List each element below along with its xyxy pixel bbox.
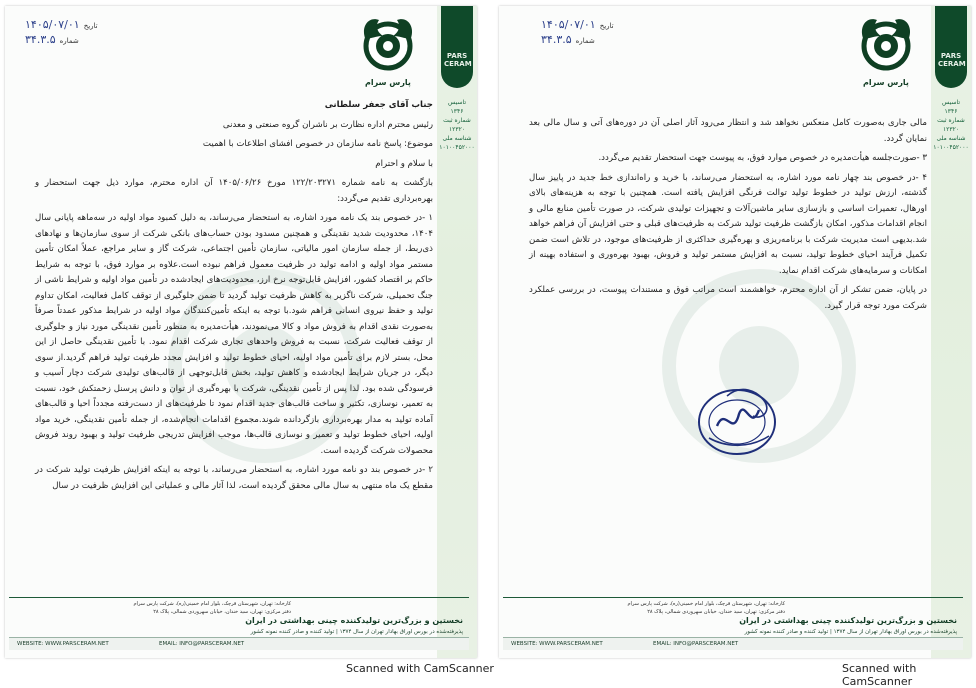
letter-body: [35, 98, 433, 498]
paragraph-2: ۲ -در خصوص بند دو نامه مورد اشاره، به استحضار می‌رساند، با توجه به اینکه افزایش ظرفیت تولید شرکت در مقطع یک ماه منتهی به سال مالی محقق گردیده است، لذا آثار مالی و عملیاتی این افزایش ظرفیت در سال: [35, 465, 433, 491]
paragraph-3: ۳ -صورت‌جلسه هیأت‌مدیره در خصوص موارد فوق، به پیوست جهت استحضار تقدیم می‌گردد.: [598, 153, 927, 163]
letter-footer: [503, 597, 963, 650]
letter-number: ۳۴.۳.۵: [541, 33, 572, 46]
footer-note: پذیرفته‌شده در بورس اوراق بهادار تهران از سال ۱۳۷۴ | تولید کننده و صادر کننده نمونه کشور: [250, 629, 463, 635]
footer-addresses: کارخانه: تهران، شهرستان قرچک، بلوار امام خمینی(ره)، شرکت پارس سرام دفتر مرکزی: تهران، سید خندان، خیابان سهروردی شمالی، پلاک ۲۸: [133, 601, 291, 615]
brand-name: پارس سرام: [365, 78, 411, 87]
brand-name: پارس سرام: [863, 78, 909, 87]
letter-date: ۱۴۰۵/۰۷/۰۱: [541, 18, 596, 31]
intro-paragraph: بازگشت به نامه شماره ۱۲۲/۲۰۳۲۷۱ مورخ ۱۴۰۵/۰۶/۲۶ آن اداره محترم، موارد ذیل جهت استحضار و بهره‌برداری تقدیم می‌گردد:: [35, 178, 433, 204]
letter-number: ۳۴.۳.۵: [25, 33, 56, 46]
letter-date-number: [25, 18, 98, 48]
brand-strip-top: [441, 6, 473, 88]
greeting: با سلام و احترام: [375, 158, 433, 169]
continuation-paragraph: مالی جاری به‌صورت کامل منعکس نخواهد شد و انتظار می‌رود آثار اصلی آن در دوره‌های آتی و سال مالی بعد نمایان گردد.: [529, 118, 927, 144]
footer-slogan: نخستین و بزرگ‌ترین تولیدکننده چینی بهداشتی در ایران: [245, 616, 463, 625]
footer-note: پذیرفته‌شده در بورس اوراق بهادار تهران از سال ۱۳۷۴ | تولید کننده و صادر کننده نمونه کشور: [744, 629, 957, 635]
footer-contact-bar: [9, 637, 469, 650]
footer-website[interactable]: WEBSITE: WWW.PARSCERAM.NET: [511, 641, 603, 647]
scanner-watermark: Scanned with CamScanner: [842, 662, 917, 688]
recipient-name: جناب آقای جعفر سلطانی: [324, 100, 433, 110]
footer-website[interactable]: WEBSITE: WWW.PARSCERAM.NET: [17, 641, 109, 647]
letter-page-1: [5, 6, 477, 658]
paragraph-4: ۴ -در خصوص بند چهار نامه مورد اشاره، به استحضار می‌رساند، با خرید و راه‌اندازی خط جدید در پاییز سال گذشته، ارزش تولید در خطوط تولید توالت فرنگی افزایش یافته است. همچنین با توجه به هزینه‌های بالای اورهال، تعمیرات اساسی و بازسازی سایر ماشین‌آلات و تجهیزات تولیدی شرکت، در صورت تأمین منابع مالی و انجام اقدامات مذکور، امکان بازگشت ظرفیت تولید شرکت به ظرفیت‌های قبلی و حتی افزایش آن فراهم خواهد شد.بدیهی است مدیریت شرکت با برنامه‌ریزی و بهره‌گیری حداکثری از ظرفیت‌های موجود، در تلاش است ضمن تکمیل فرآیند احیای خطوط تولید، نسبت به افزایش مستمر تولید و فروش، بهبود بهره‌وری و استفاده بهینه از امکانات و سرمایه‌های شرکت اقدام نماید.: [529, 172, 927, 276]
footer-email[interactable]: EMAIL: INFO@PARSCERAM.NET: [159, 641, 245, 647]
closing-paragraph: در پایان، ضمن تشکر از آن اداره محترم، خواهشمند است مراتب فوق و مستندات پیوست، در بررسی عملکرد شرکت مورد توجه قرار گیرد.: [529, 285, 927, 311]
strip-logo-text: PARS CERAM: [938, 52, 966, 68]
footer-slogan: نخستین و بزرگ‌ترین تولیدکننده چینی بهداشتی در ایران: [739, 616, 957, 625]
paragraph-1: ۱ -در خصوص بند یک نامه مورد اشاره، به استحضار می‌رساند، به دلیل کمبود مواد اولیه در سه‌ماهه پایانی سال ۱۴۰۴، محدودیت شدید نقدینگی و همچنین مسدود بودن حساب‌های بانکی شرکت از سوی سازمان‌ها و نهادهای ذی‌ربط، از جمله سازمان امور مالیاتی، سازمان تأمین اجتماعی، شرکت گاز و سایر مراجع، عملاً امکان تأمین مستمر مواد اولیه و ادامه تولید در ظرفیت معمول فراهم نبوده است.علاوه بر موارد فوق، با توجه به شرایط حاکم بر اقتصاد کشور، افزایش قابل‌توجه نرخ ارز، محدودیت‌های ایجادشده در تأمین مواد اولیه و شرایط ناشی از جنگ تحمیلی، شرکت ناگزیر به کاهش ظرفیت تولید گردید تا ضمن جلوگیری از توقف کامل فعالیت، امکان تداوم تولید و حفظ نیروی انسانی فراهم شود.با توجه به اینکه تأمین‌کنندگان مواد اولیه در شرایط مذکور عمدتاً صرفاً به‌صورت نقدی اقدام به فروش مواد و کالا می‌نمودند، هیأت‌مدیره به منظور تأمین نقدینگی مورد نیاز و جلوگیری از توقف فعالیت شرکت، نسبت به فروش واحدهای تجاری شرکت اقدام نمود. با تأمین نقدینگی حاصل از این محل، بستر لازم برای تأمین مواد اولیه، احیای خطوط تولید و افزایش مجدد ظرفیت تولید فراهم گردید.از سوی دیگر، در جریان شرایط ایجادشده و کاهش تولید، بخش قابل‌توجهی از قالب‌های تولیدی شرکت دچار آسیب و فرسودگی شده بود. لذا پس از تأمین نقدینگی، شرکت با بهره‌گیری از توان و دانش پرسنل زحمتکش خود، نسبت به تعمیر، نوسازی، تکثیر و ساخت قالب‌های جدید اقدام نمود تا ظرفیت‌های از دست‌رفته مجدداً احیا و قالب‌های آماده تولید به مدار بهره‌برداری بازگردانده شوند.مجموع اقدامات انجام‌شده، از جمله تأمین نقدینگی، خرید مواد اولیه، احیای خطوط تولید و تعمیر و نوسازی قالب‌ها، موجب افزایش تدریجی ظرفیت تولید و بهبود روند فروش محصولات شرکت گردیده است.: [35, 213, 433, 456]
letter-page-2: [499, 6, 971, 658]
footer-email[interactable]: EMAIL: INFO@PARSCERAM.NET: [653, 641, 739, 647]
footer-addresses: کارخانه: تهران، شهرستان قرچک، بلوار امام خمینی(ره)، شرکت پارس سرام دفتر مرکزی: تهران، سید خندان، خیابان سهروردی شمالی، پلاک ۲۸: [627, 601, 785, 615]
date-label: تاریخ: [599, 22, 614, 30]
company-registration-info: تاسیس ۱۳۴۶ شماره ثبت ۱۲۳۲۰ شناسه ملی ۱۰۱۰۰۴۵۲۰۰۰: [439, 99, 475, 151]
brand-strip: [437, 6, 477, 658]
scanner-watermark: Scanned with CamScanner: [346, 662, 494, 675]
company-registration-info: تاسیس ۱۳۴۶ شماره ثبت ۱۲۳۲۰ شناسه ملی ۱۰۱۰۰۴۵۲۰۰۰: [933, 99, 969, 151]
pars-ceram-logo: [855, 12, 917, 76]
brand-strip-top: [935, 6, 967, 88]
number-label: شماره: [59, 37, 79, 45]
company-stamp-signature: [687, 376, 787, 466]
date-label: تاریخ: [83, 22, 98, 30]
strip-logo-text: PARS CERAM: [444, 52, 472, 68]
letter-date: ۱۴۰۵/۰۷/۰۱: [25, 18, 80, 31]
recipient-title: رئیس محترم اداره نظارت بر ناشران گروه صنعتی و معدنی: [222, 119, 433, 130]
letter-subject: موضوع: پاسخ نامه سازمان در خصوص افشای اطلاعات با اهمیت: [202, 139, 433, 149]
brand-strip: [931, 6, 971, 658]
letter-footer: [9, 597, 469, 650]
footer-contact-bar: [503, 637, 963, 650]
pars-ceram-logo: [357, 12, 419, 76]
number-label: شماره: [575, 37, 595, 45]
letter-body: [529, 116, 927, 318]
letter-date-number: [541, 18, 614, 48]
